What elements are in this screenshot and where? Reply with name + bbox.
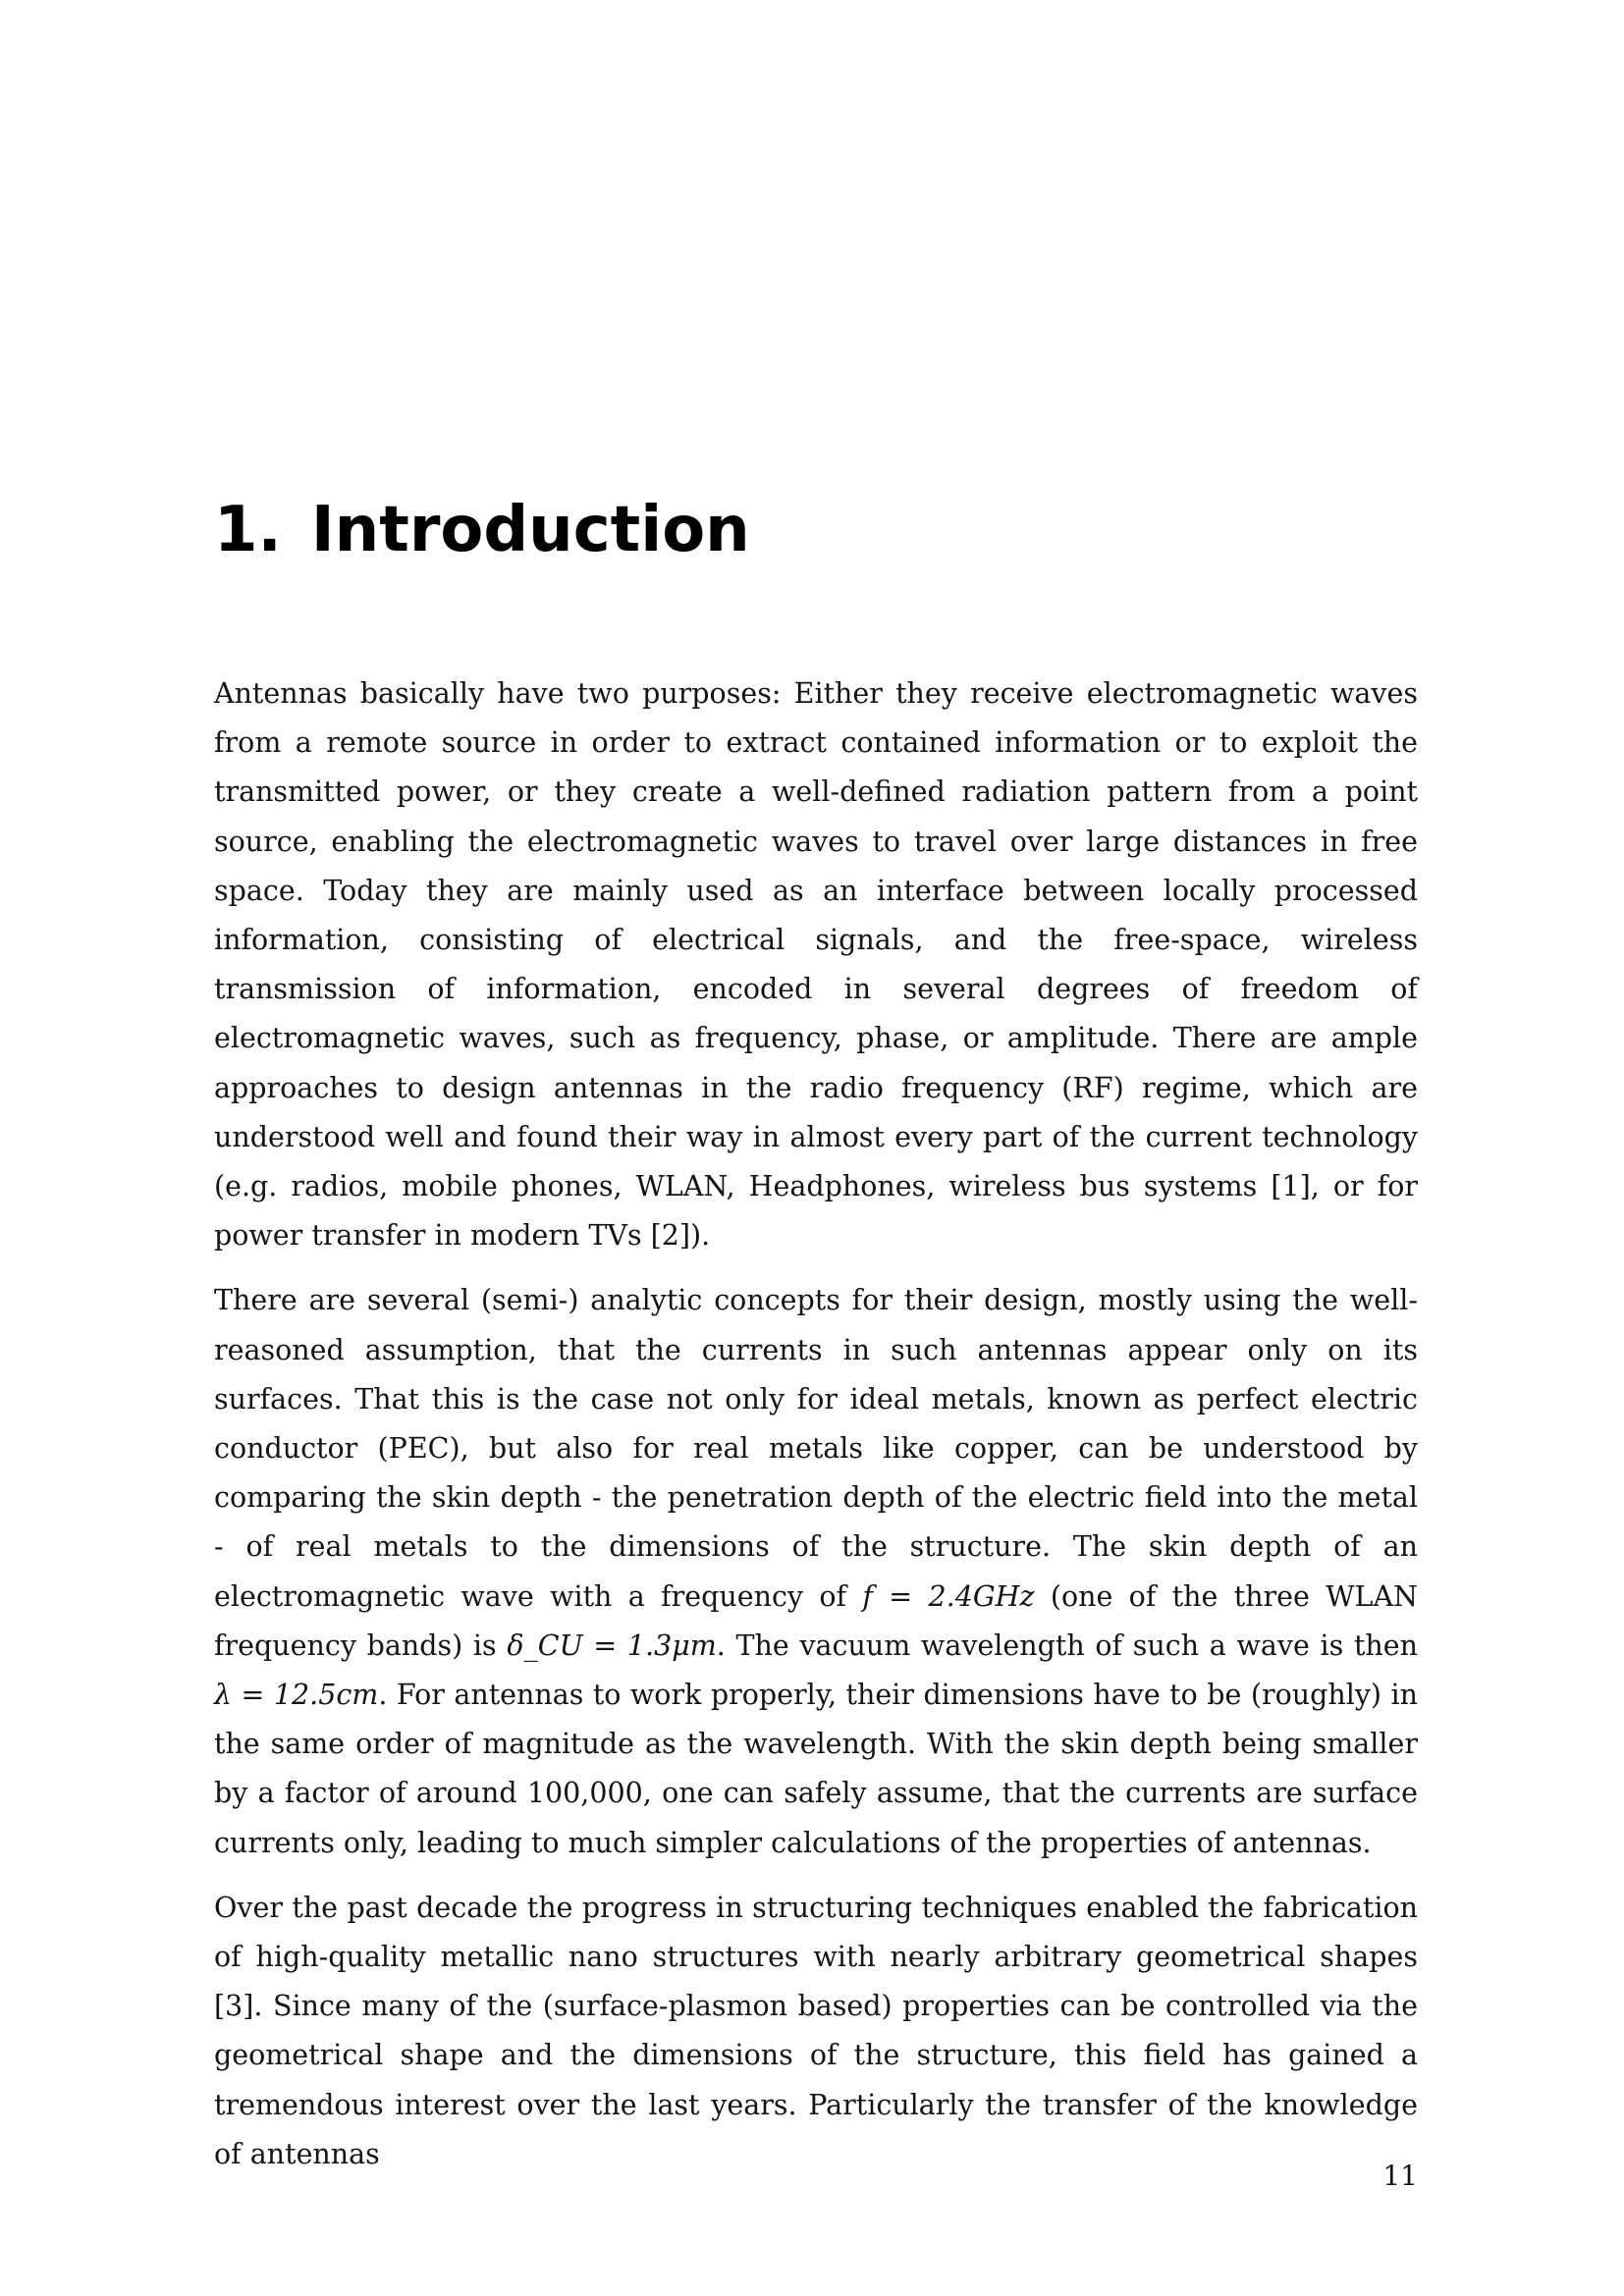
- paragraph-2-text-b: (one of the three WLAN frequency bands) is: [214, 1579, 1418, 1662]
- math-skin-depth: δ_CU = 1.3μm: [507, 1629, 717, 1662]
- paragraph-2-text-d: . For antennas to work properly, their dimensions have to be (roughly) in the same order of magnitude as the wavelength. With the skin depth being smaller by a factor of around 100,000, one can safely assume, that the currents are surface currents only, leading to much simpler calculations of the properties of antennas.: [214, 1679, 1418, 1859]
- body-text: [214, 669, 1418, 2195]
- chapter-heading: [214, 496, 750, 564]
- paragraph-2: [214, 1276, 1418, 1867]
- page-number: 11: [1382, 2160, 1418, 2192]
- paragraph-2-text-a: There are several (semi-) analytic concepts for their design, mostly using the well-reasoned assumption, that the currents in such antennas appear only on its surfaces. That this is the case not only for ideal metals, known as perfect electric conductor (PEC), but also for real metals like copper, can be understood by comparing the skin depth - the penetration depth of the electric field into the metal - of real metals to the dimensions of the structure. The skin depth of an electromagnetic wave with a frequency of: [214, 1284, 1418, 1613]
- paragraph-2-text-c: . The vacuum wavelength of such a wave is then: [716, 1629, 1419, 1662]
- paragraph-1: Antennas basically have two purposes: Either they receive electromagnetic waves from a remote source in order to extract contained information or to exploit the transmitted power, or they create a well-defined radiation pattern from a point source, enabling the electromagnetic waves to travel over large distances in free space. Today they are mainly used as an interface between locally processed information, consisting of electrical signals, and the free-space, wireless transmission of information, encoded in several degrees of freedom of electromagnetic waves, such as frequency, phase, or amplitude. There are ample approaches to design antennas in the radio frequency (RF) regime, which are understood well and found their way in almost every part of the current technology (e.g. radios, mobile phones, WLAN, Headphones, wireless bus systems [1], or for power transfer in modern TVs [2]).: [214, 677, 1418, 1253]
- math-wavelength: λ = 12.5cm: [214, 1679, 379, 1712]
- chapter-title: Introduction: [310, 494, 750, 566]
- math-frequency: f = 2.4GHz: [862, 1579, 1035, 1613]
- chapter-number: 1.: [214, 494, 282, 566]
- paragraph-3: Over the past decade the progress in structuring techniques enabled the fabrication of high-quality metallic nano structures with nearly arbitrary geometrical shapes [3]. Since many of the (surface-plasmon based) properties can be controlled via the geometrical shape and the dimensions of the structure, this field has gained a tremendous interest over the last years. Particularly the transfer of the knowledge of antennas: [214, 1891, 1418, 2170]
